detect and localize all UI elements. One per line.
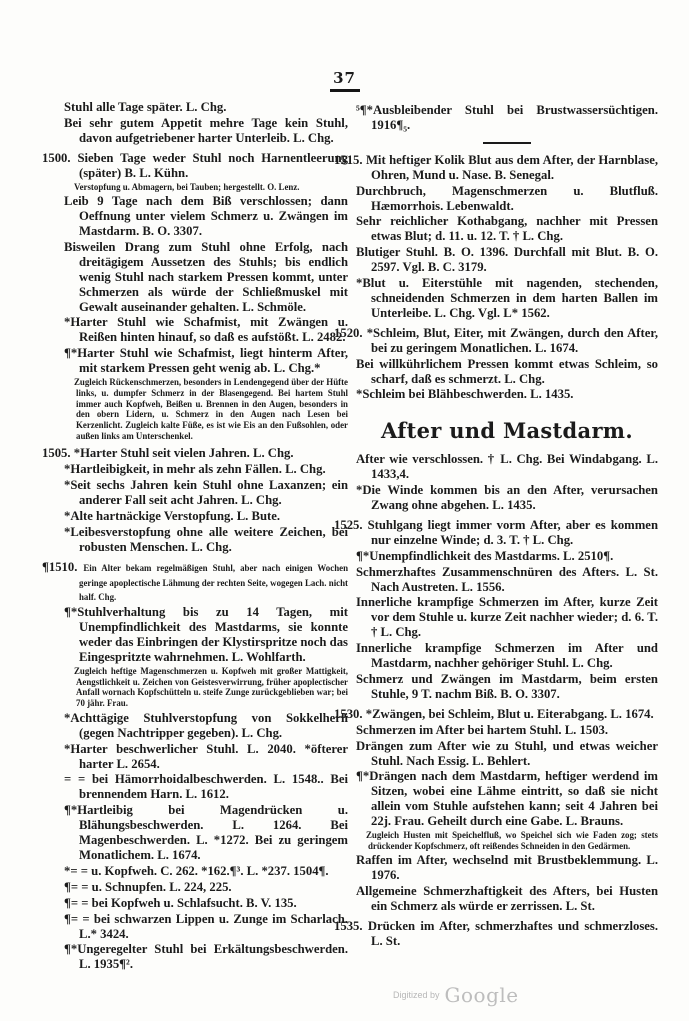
entry: 1520. *Schleim, Blut, Eiter, mit Zwängen, durch den After, bei zu geringem Monatlichen. L. 1674. [334,325,658,355]
entry: Bisweilen Drang zum Stuhl ohne Erfolg, nach dreitägigem Aussetzen des Stuhls; bis endlich wenig Stuhl nach starkem Pressen kommt, unter Schmerzen als würde der Schließmuskel mit Gewalt auseinander gehalten. L. Schmöle. [64,239,348,314]
entry: Schmerzhaftes Zusammenschnüren des Afters. L. St. Nach Austreten. L. 1556. [356,564,658,594]
right-column [334,103,658,950]
entry: ⁵¶*Ausbleibender Stuhl bei Brustwassersüchtigen. 1916¶₅. [356,103,658,132]
entry: *Die Winde kommen bis an den After, verursachen Zwang ohne abgehen. L. 1435. [356,483,658,513]
entry: Raffen im After, wechselnd mit Brustbeklemmung. L. 1976. [356,853,658,883]
entry: Innerliche krampfige Schmerzen im After, kurze Zeit vor dem Stuhle u. kurze Zeit nachher wieder; d. 6. T. † L. Chg. [356,595,658,640]
entry: 1535. Drücken im After, schmerzhaftes und schmerzloses. L. St. [334,919,658,948]
entry: Innerliche krampfige Schmerzen im After und Mastdarm, nachher gehöriger Stuhl. L. Chg. [356,641,658,671]
entry-number: ¶1510. [42,559,78,574]
page-header [0,69,689,92]
section-divider [483,142,531,144]
entry: After wie verschlossen. † L. Chg. Bei Windabgang. L. 1433,4. [356,452,658,482]
entry: ¶*Hartleibig bei Magendrücken u. Blähungsbeschwerden. L. 1264. Bei Magenbeschwerden. L. *1272. Bei zu geringem Monatlichem. L. 1674. [64,803,348,862]
entry: ¶= = u. Schnupfen. L. 224, 225. [64,879,232,894]
entry: 1500. Sieben Tage weder Stuhl noch Harnentleerung (später) B. L. Kühn. [42,150,348,180]
google-logo: Google [444,983,519,1007]
entry: *Blut u. Eiterstühle mit nagenden, stechenden, schneidenden Schmerzen in dem harten Ballen im Unterleibe. L. Chg. Vgl. L* 1562. [356,276,658,320]
entry: *Achttägige Stuhlverstopfung von Sokkelherli (gegen Nachtripper gegeben). L. Chg. [64,710,348,740]
entry: *Harter beschwerlicher Stuhl. L. 2040. *öfterer harter L. 2654. [64,741,348,771]
entry: Schmerzen im After bei hartem Stuhl. L. 1503. [356,722,609,737]
page-number-rule [330,89,360,92]
footnote: Verstopfung u. Abmagern, bei Tauben; hergestellt. O. Lenz. [74,181,300,192]
entry: ¶= = bei Kopfweh u. Schlafsucht. B. V. 135. [64,895,297,910]
entry: Stuhl alle Tage später. L. Chg. [64,100,227,114]
entry: *Alte hartnäckige Verstopfung. L. Bute. [64,508,281,523]
entry: ¶= = bei schwarzen Lippen u. Zunge im Scharlach. L.* 3424. [64,911,348,941]
section-heading: After und Mastdarm. [381,418,633,444]
entry: ¶*Harter Stuhl wie Schafmist, liegt hinterm After, mit starkem Pressen geht wenig ab. L. Chg.* [64,346,348,376]
entry: 1525. Stuhlgang liegt immer vorm After, aber es kommen nur einzelne Winde; d. 3. T. † L. Chg. [334,517,658,547]
entry: Leib 9 Tage nach dem Biß verschlossen; dann Oeffnung unter vielem Schmerz u. Zwängen im Mastdarm. B. O. 3307. [64,194,348,239]
entry: Bei willkührlichem Pressen kommt etwas Schleim, so scharf, daß es schmerzt. L. Chg. [356,356,658,386]
entry: 1530. *Zwängen, bei Schleim, Blut u. Eiterabgang. L. 1674. [334,706,654,721]
entry: Sehr reichlicher Kothabgang, nachher mit Pressen etwas Blut; d. 11. u. 12. T. † L. Chg. [356,214,658,244]
entry: *Hartleibigkeit, in mehr als zehn Fällen. L. Chg. [64,462,326,477]
entry: ¶*Unempfindlichkeit des Mastdarms. L. 2510¶. [356,548,614,563]
entry: ¶*Drängen nach dem Mastdarm, heftiger werdend im Sitzen, wobei eine Lähme eintritt, so daß sie nicht allein vom Stuhle aufstehen kann; seit 4 Jahren bei 22j. Frau. Geheilt durch eine Gabe. L. Brauns. [356,769,658,829]
digitized-by-watermark [393,983,519,1007]
entry: *Seit sechs Jahren kein Stuhl ohne Laxanzen; ein anderer Fall seit acht Jahren. L. Chg. [64,478,348,508]
footnote: Zugleich Rückenschmerzen, besonders in Lendengegend über der Hüfte links, u. dumpfer Schmerz in der Blasengegend. Bei hartem Stuhl immer auch Kopfweh, Beißen u. Brennen in den Augen, besonders in den obern Lidern, u. Schmerz in den Augen nach Lesen bei Kerzenlicht. Zugleich kalte Füße, es ist wie Eis an den Fußsohlen, oder außen links am Unterschenkel. [74,377,348,441]
entry: Blutiger Stuhl. B. O. 1396. Durchfall mit Blut. B. O. 2597. Vgl. B. C. 3179. [356,245,658,275]
entry: Allgemeine Schmerzhaftigkeit des Afters, bei Husten ein Schmerz als würde er zerrissen. L. St. [356,884,658,914]
entry: 1515. Mit heftiger Kolik Blut aus dem After, der Harnblase, Ohren, Mund u. Nase. B. Senegal. [334,152,658,182]
entry: Drängen zum After wie zu Stuhl, und etwas weicher Stuhl. Nach Essig. L. Behlert. [356,738,658,768]
entry: ¶*Stuhlverhaltung bis zu 14 Tagen, mit Unempfindlichkeit des Mastdarms, sie konnte weder das Einbringen der Klystirspritze noch das Eingespritzte wahrnehmen. L. Wohlfarth. [64,605,348,665]
entry: Durchbruch, Magenschmerzen u. Blutfluß. Hæmorrhois. Lebenwaldt. [356,183,658,213]
entry [42,559,348,605]
entry: Schmerz und Zwängen im Mastdarm, beim ersten Stuhle, 9 T. nachm Biß. B. O. 3307. [356,672,658,701]
entry: *Harter Stuhl wie Schafmist, mit Zwängen u. Reißen hinten hinauf, so daß es aufstößt. L. 2482. [64,315,348,345]
digitized-by-label: Digitized by [393,990,440,1000]
page-number: 37 [333,69,356,87]
entry: *Schleim bei Blähbeschwerden. L. 1435. [356,387,574,402]
left-column [42,100,348,973]
entry: *Leibesverstopfung ohne alle weitere Zeichen, bei robusten Menschen. L. Chg. [64,524,348,554]
entry: 1505. *Harter Stuhl seit vielen Jahren. L. Chg. [42,446,294,461]
entry: ¶*Ungeregelter Stuhl bei Erkältungsbeschwerden. L. 1935¶². [64,942,348,972]
footnote: Zugleich Husten mit Speichelfluß, wo Speichel sich wie Faden zog; stets drückender Kopfschmerz, oft reißendes Schneiden in den Gedärmen. [366,830,658,851]
entry: *= = u. Kopfweh. C. 262. *162.¶³. L. *237. 1504¶. [64,863,329,878]
entry-note: Ein Alter bekam regelmäßigen Stuhl, aber nach einigen Wochen geringe apoplectische Lähmung der rechten Seite, wogegen Lach. nicht half. Chg. [79,562,348,603]
entry: Bei sehr gutem Appetit mehre Tage kein Stuhl, davon aufgetriebener harter Unterleib. L. Chg. [64,115,348,145]
entry: = = bei Hämorrhoidalbeschwerden. L. 1548.. Bei brennendem Harn. L. 1612. [64,772,348,802]
footnote: Zugleich heftige Magenschmerzen u. Kopfweh mit großer Mattigkeit, Aengstlichkeit u. Zeichen von Geistesverwirrung, früher apoplectischer Anfall wornach Kopfschütteln u. steife Zunge zurückgeblieben war; bei 70 jähr. Frau. [74,666,348,709]
